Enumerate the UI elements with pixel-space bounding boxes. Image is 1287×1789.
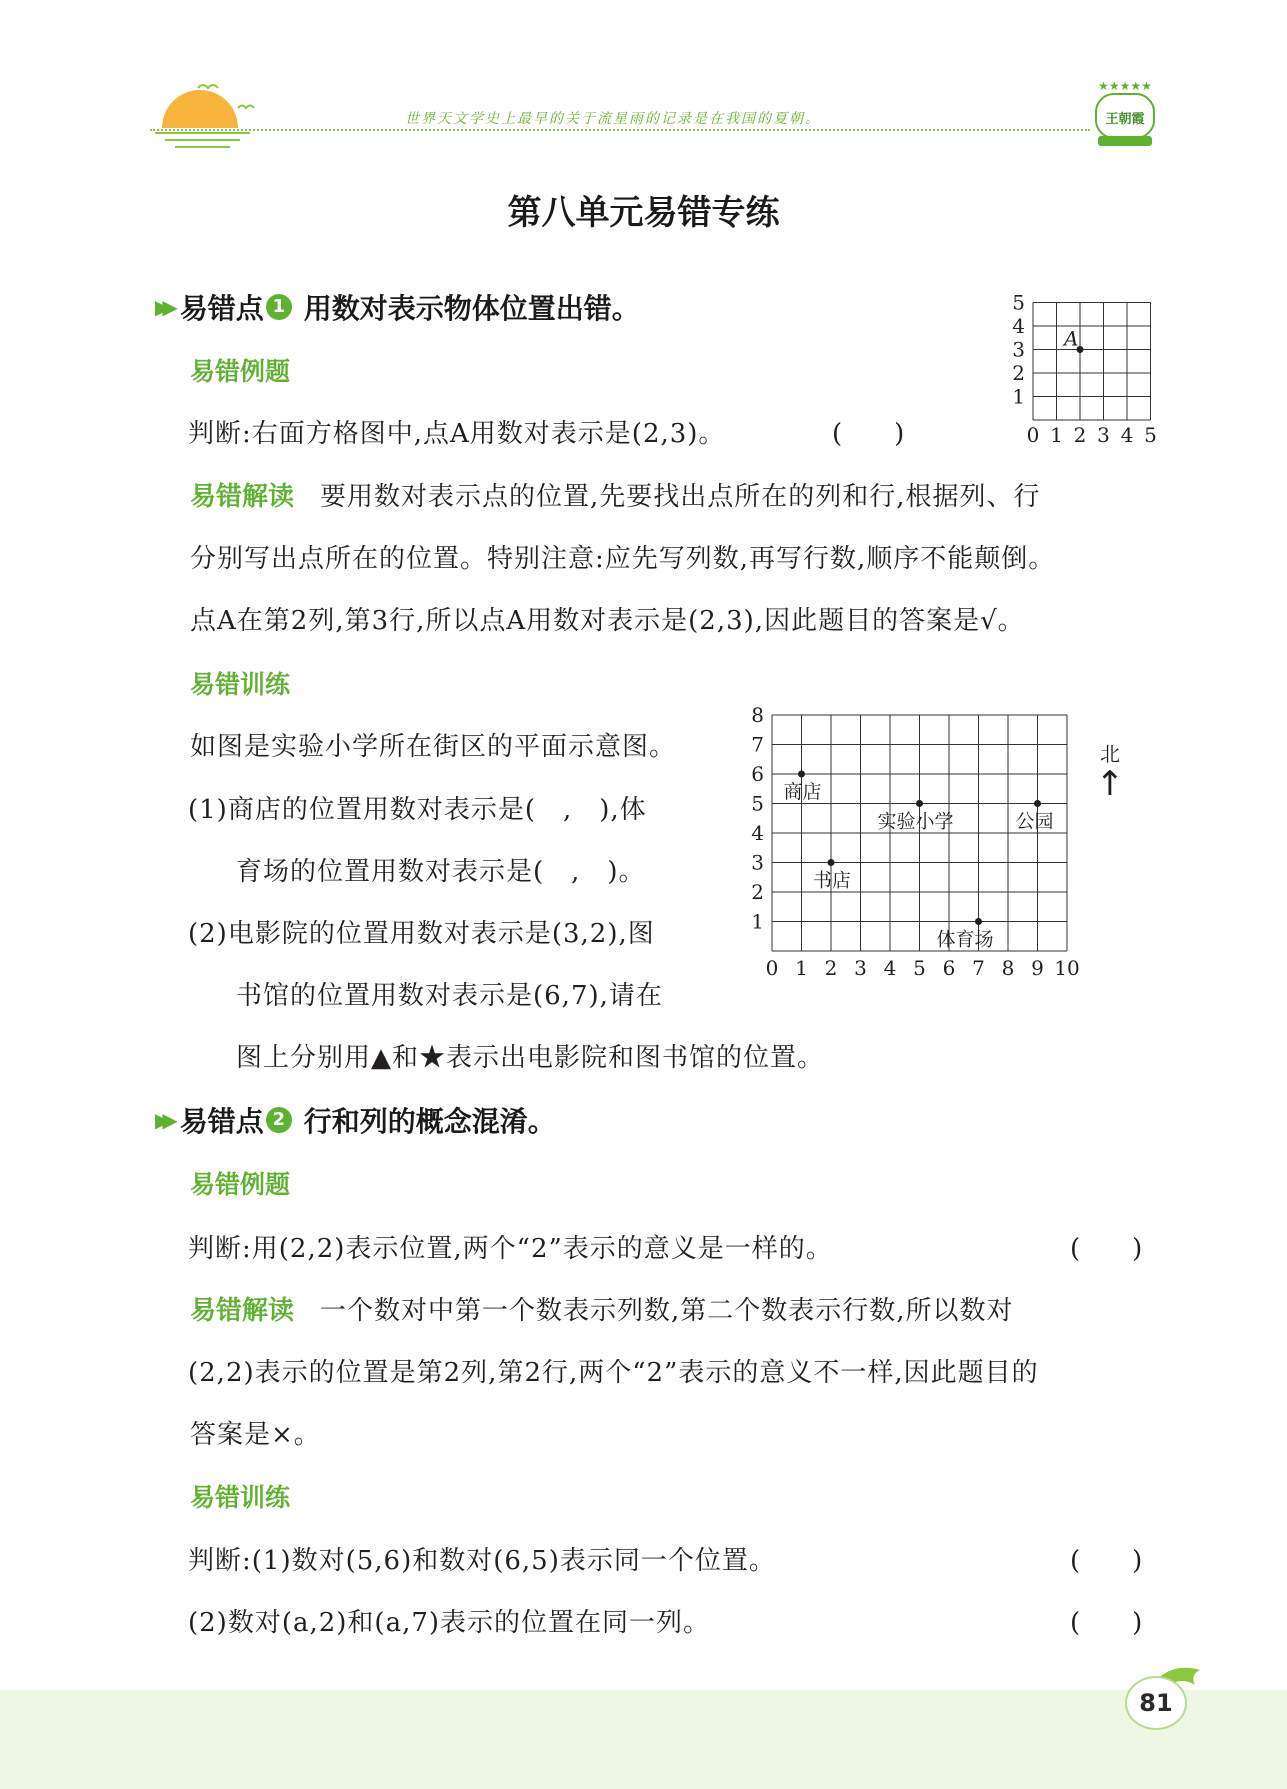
y-tick-label: 5 (1012, 290, 1025, 315)
brand-logo (1090, 78, 1160, 150)
north-label: 北 (1100, 742, 1120, 766)
section1-training-label: 易错训练 (190, 670, 291, 699)
x-tick-label: 9 (1031, 956, 1044, 980)
section1-analysis-text1: 要用数对表示点的位置,先要找出点所在的列和行,根据列、行 (320, 482, 1041, 512)
footer-band (0, 1690, 1287, 1789)
section2-analysis-label: 易错解读 (190, 1296, 295, 1326)
x-tick-label: 10 (1054, 956, 1080, 980)
place-label: 商店 (783, 781, 822, 803)
x-tick-label: 5 (913, 956, 926, 980)
section1-analysis-line1 (190, 476, 1041, 513)
x-tick-label: 0 (1026, 423, 1040, 447)
section2-training-label: 易错训练 (190, 1483, 291, 1512)
training-q1-line2: 育场的位置用数对表示是( , )。 (236, 857, 646, 887)
training-q1-line1: (1)商店的位置用数对表示是( , ),体 (188, 795, 647, 825)
place-label: 实验小学 (877, 810, 954, 833)
y-tick-label: 1 (1012, 384, 1025, 409)
section2-analysis-text1: 一个数对中第一个数表示列数,第二个数表示行数,所以数对 (320, 1296, 1014, 1326)
section2-answer-paren[interactable]: ( ) (1070, 1234, 1143, 1264)
place-point (975, 918, 982, 925)
point-a-label: A (1064, 326, 1079, 351)
y-tick-label: 4 (751, 821, 764, 845)
x-tick-label: 1 (795, 956, 808, 980)
section2-number: 2 (266, 1107, 292, 1133)
place-label: 体育场 (936, 928, 994, 951)
section2-heading (155, 1100, 556, 1140)
x-tick-label: 6 (942, 956, 956, 980)
sunset-decoration (150, 78, 260, 153)
x-tick-label: 8 (1001, 956, 1015, 980)
grid-map (745, 703, 1125, 1015)
page-number: 81 (1125, 1676, 1187, 1730)
section2-analysis-line1 (190, 1290, 1014, 1327)
section2-q1-paren[interactable]: ( ) (1070, 1546, 1143, 1576)
page-title: 第八单元易错专练 (507, 193, 780, 233)
y-tick-label: 1 (751, 909, 764, 934)
section2-label: 易错点 (179, 1105, 264, 1138)
y-tick-label: 4 (1012, 314, 1025, 338)
section2-title: 行和列的概念混淆。 (303, 1105, 556, 1138)
place-point (828, 859, 835, 866)
place-point (1034, 800, 1041, 807)
section2-example-label: 易错例题 (190, 1170, 291, 1199)
north-arrow-icon: ↑ (1095, 764, 1125, 804)
y-tick-label: 6 (751, 762, 764, 786)
section2-training-q1: 判断:(1)数对(5,6)和数对(6,5)表示同一个位置。 (188, 1546, 776, 1576)
section1-example-question: 判断:右面方格图中,点A用数对表示是(2,3)。 (188, 419, 726, 449)
x-tick-label: 2 (1073, 423, 1087, 447)
y-tick-label: 5 (751, 791, 764, 816)
y-tick-label: 3 (751, 850, 764, 875)
header-divider (150, 129, 1090, 131)
section1-number: 1 (266, 294, 292, 320)
place-point (798, 771, 805, 778)
x-tick-label: 0 (765, 956, 779, 980)
logo-text: 王朝霞 (1105, 112, 1145, 127)
svg-text:★★★★★: ★★★★★ (1098, 79, 1152, 93)
x-tick-label: 4 (1120, 423, 1134, 447)
place-point (916, 800, 923, 807)
x-tick-label: 3 (854, 956, 867, 980)
grid-small (1005, 290, 1175, 460)
section1-analysis-line3: 点A在第2列,第3行,所以点A用数对表示是(2,3),因此题目的答案是√。 (190, 606, 1025, 636)
training-q2-line3: 图上分别用▲和★表示出电影院和图书馆的位置。 (236, 1043, 824, 1073)
y-tick-label: 7 (751, 732, 764, 757)
x-tick-label: 4 (883, 956, 897, 980)
double-chevron-icon: ▶▶ (155, 295, 170, 319)
place-label: 书店 (813, 869, 852, 892)
section2-analysis-line2: (2,2)表示的位置是第2列,第2行,两个“2”表示的意义不一样,因此题目的 (188, 1358, 1039, 1388)
section1-example-label: 易错例题 (190, 357, 291, 386)
section1-label: 易错点 (179, 292, 264, 325)
section1-heading (155, 287, 640, 327)
double-chevron-icon: ▶▶ (155, 1108, 170, 1132)
header-motto: 世界天文学史上最早的关于流星雨的记录是在我国的夏朝。 (405, 111, 821, 127)
section2-analysis-line3: 答案是×。 (190, 1420, 321, 1450)
x-tick-label: 5 (1144, 423, 1157, 447)
x-tick-label: 1 (1050, 423, 1063, 447)
x-tick-label: 3 (1097, 423, 1110, 447)
y-tick-label: 8 (751, 703, 764, 727)
section2-training-q2: (2)数对(a,2)和(a,7)表示的位置在同一列。 (188, 1608, 711, 1638)
x-tick-label: 2 (824, 956, 838, 980)
north-indicator (1095, 738, 1125, 804)
training-intro: 如图是实验小学所在街区的平面示意图。 (190, 732, 677, 762)
place-label: 公园 (1015, 810, 1054, 833)
training-q2-line2: 书馆的位置用数对表示是(6,7),请在 (236, 981, 663, 1011)
section1-answer-paren[interactable]: ( ) (832, 419, 905, 449)
training-q2-line1: (2)电影院的位置用数对表示是(3,2),图 (188, 919, 655, 949)
y-tick-label: 3 (1012, 337, 1025, 362)
section2-q2-paren[interactable]: ( ) (1070, 1608, 1143, 1638)
section1-title: 用数对表示物体位置出错。 (303, 292, 640, 325)
section2-example-question: 判断:用(2,2)表示位置,两个“2”表示的意义是一样的。 (188, 1234, 833, 1264)
y-tick-label: 2 (751, 880, 764, 904)
x-tick-label: 7 (972, 956, 985, 980)
section1-analysis-label: 易错解读 (190, 482, 295, 512)
y-tick-label: 2 (1012, 361, 1025, 385)
section1-analysis-line2: 分别写出点所在的位置。特别注意:应先写列数,再写行数,顺序不能颠倒。 (190, 544, 1056, 574)
